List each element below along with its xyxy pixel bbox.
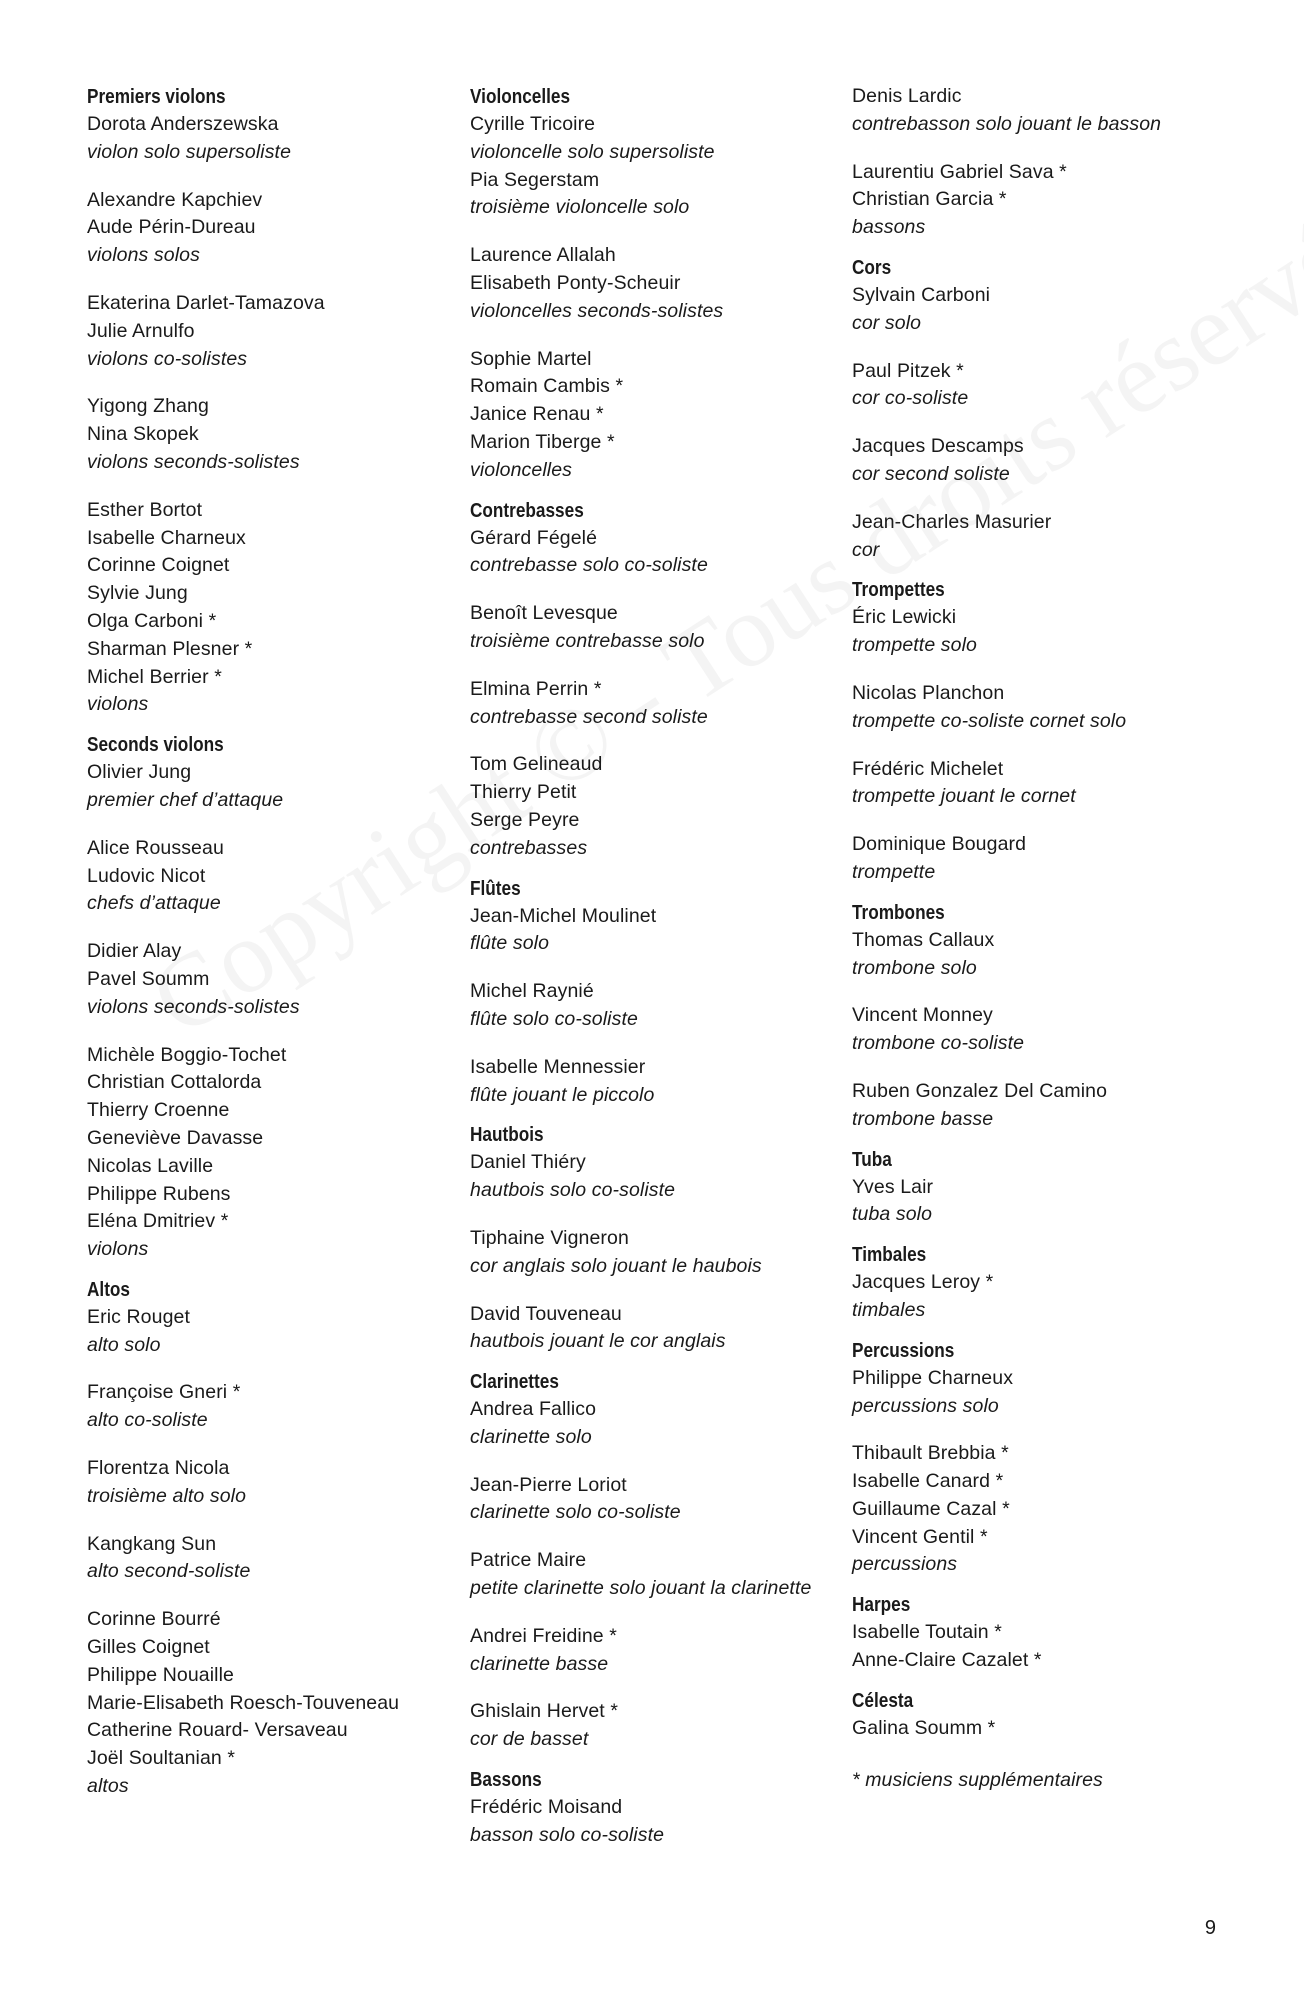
musician-group: [852, 282, 1272, 338]
musician-group: [852, 1002, 1272, 1058]
musician-name: Nicolas Planchon: [852, 681, 1005, 704]
musician-group: [87, 938, 462, 1021]
section-title: Trombones: [852, 901, 945, 924]
musician-name: Laurentiu Gabriel Sava *: [852, 160, 1067, 183]
musician-group: [852, 1365, 1272, 1421]
musician-name: Olivier Jung: [87, 761, 192, 784]
musician-name: Eric Rouget: [87, 1305, 190, 1328]
musician-role: violons solos: [87, 244, 200, 267]
musician-role: trombone co-soliste: [852, 1032, 1025, 1055]
section: [87, 731, 462, 1264]
musician-name: Gilles Coignet: [87, 1636, 210, 1659]
musician-role: percussions solo: [852, 1394, 999, 1417]
musician-name: Elmina Perrin *: [470, 677, 602, 700]
musician-group: [87, 1606, 462, 1801]
musician-role: violons seconds-solistes: [87, 450, 300, 473]
musician-name: Didier Alay: [87, 940, 182, 963]
musician-role: chefs d’attaque: [87, 892, 221, 915]
musician-name: Andrei Freidine *: [470, 1624, 617, 1647]
musician-name: Christian Garcia *: [852, 188, 1007, 211]
musician-group: [87, 497, 462, 719]
musician-name: Ruben Gonzalez Del Camino: [852, 1079, 1108, 1102]
musician-name: Galina Soumm *: [852, 1716, 996, 1739]
musician-role: percussions: [852, 1553, 958, 1576]
musician-group: [470, 751, 845, 862]
musician-name: Elisabeth Ponty-Scheuir: [470, 271, 681, 294]
musician-name: Sylvain Carboni: [852, 283, 991, 306]
musician-group: [470, 242, 845, 325]
musician-name: Olga Carboni *: [87, 609, 217, 632]
musician-name: Esther Bortot: [87, 498, 203, 521]
musician-role: cor: [852, 538, 880, 561]
musician-group: [852, 1174, 1272, 1230]
musician-name: Françoise Gneri *: [87, 1381, 241, 1404]
musician-name: Isabelle Canard *: [852, 1470, 1004, 1493]
musician-role: alto second-soliste: [87, 1560, 251, 1583]
section: [852, 1337, 1272, 1580]
musician-role: hautbois solo co-soliste: [470, 1179, 676, 1202]
musician-role: trompette solo: [852, 634, 977, 657]
musician-role: trombone solo: [852, 956, 977, 979]
musician-role: flûte solo co-soliste: [470, 1007, 638, 1030]
musician-group: [87, 835, 462, 918]
musician-name: Jean-Michel Moulinet: [470, 904, 657, 927]
musician-role: violons: [87, 693, 149, 716]
section-title: Premiers violons: [87, 86, 226, 108]
musician-role: alto solo: [87, 1333, 161, 1356]
musician-group: [470, 600, 845, 656]
musician-role: violoncelle solo supersoliste: [470, 140, 715, 163]
musician-name: David Touveneau: [470, 1302, 622, 1325]
musician-name: Isabelle Mennessier: [470, 1055, 646, 1078]
musician-role: contrebasse second soliste: [470, 705, 708, 728]
musician-role: trompette: [852, 860, 936, 883]
musician-group: [470, 346, 845, 485]
musician-role: cor co-soliste: [852, 387, 969, 410]
musician-role: contrebasson solo jouant le basson: [852, 112, 1162, 135]
musician-group: [852, 680, 1272, 736]
musician-group: [852, 509, 1272, 565]
musician-group: [470, 1396, 845, 1452]
section-title: Flûtes: [470, 877, 521, 900]
musician-group: [852, 756, 1272, 812]
musician-group: [470, 1547, 845, 1603]
musician-role: cor solo: [852, 311, 922, 334]
section: [852, 576, 1272, 886]
section: [470, 875, 845, 1110]
musician-name: Philippe Charneux: [852, 1366, 1014, 1389]
musician-role: violoncelles: [470, 458, 573, 481]
musician-name: Denis Lardic: [852, 85, 962, 107]
musician-name: Sharman Plesner *: [87, 637, 253, 660]
musician-group: [470, 1794, 845, 1850]
musician-role: flûte solo: [470, 932, 550, 955]
section: [470, 83, 845, 485]
musician-group: [470, 525, 845, 581]
musician-name: Thierry Petit: [470, 781, 577, 804]
musician-group: [470, 111, 845, 167]
section: [852, 899, 1272, 1134]
section: [852, 1146, 1272, 1230]
footnote: * musiciens supplémentaires: [852, 1768, 1103, 1791]
section-title: Seconds violons: [87, 734, 224, 757]
musician-name: Jacques Descamps: [852, 435, 1024, 458]
musician-group: [87, 393, 462, 476]
musician-role: flûte jouant le piccolo: [470, 1083, 655, 1106]
musician-group: [852, 831, 1272, 887]
section-title: Clarinettes: [470, 1371, 559, 1394]
musician-name: Romain Cambis *: [470, 375, 624, 398]
musician-name: Thibault Brebbia *: [852, 1442, 1009, 1465]
musician-name: Marie-Elisabeth Roesch-Touveneau: [87, 1691, 400, 1714]
musician-name: Marion Tiberge *: [470, 430, 615, 453]
section: [470, 1766, 845, 1850]
musician-name: Nicolas Laville: [87, 1154, 214, 1177]
musician-name: Patrice Maire: [470, 1549, 587, 1572]
section-title: Cors: [852, 256, 892, 279]
musician-name: Julie Arnulfo: [87, 319, 195, 342]
musician-name: Philippe Nouaille: [87, 1663, 234, 1686]
musician-group: [87, 290, 462, 373]
musician-name: Guillaume Cazal *: [852, 1497, 1010, 1520]
musician-role: troisième contrebasse solo: [470, 629, 705, 652]
musician-role: clarinette solo co-soliste: [470, 1501, 681, 1524]
musician-name: Thomas Callaux: [852, 928, 995, 951]
musician-name: Tiphaine Vigneron: [470, 1226, 629, 1249]
musician-group: [852, 1078, 1272, 1134]
musician-group: [470, 903, 845, 959]
musician-group: [470, 676, 845, 732]
musician-name: Aude Périn-Dureau: [87, 216, 256, 239]
musician-name: Michel Raynié: [470, 980, 594, 1003]
roster-column-2: [470, 83, 845, 1850]
musician-group: [470, 1472, 845, 1528]
musician-role: altos: [87, 1775, 129, 1798]
section: [852, 83, 1272, 242]
section-title: Timbales: [852, 1244, 927, 1267]
musician-name: Frédéric Moisand: [470, 1796, 623, 1819]
musician-name: Eléna Dmitriev *: [87, 1210, 229, 1233]
musician-group: [852, 927, 1272, 983]
section-title: Violoncelles: [470, 86, 571, 108]
musician-name: Ekaterina Darlet-Tamazova: [87, 291, 325, 314]
musician-role: tuba solo: [852, 1203, 933, 1226]
musician-group: [87, 111, 462, 167]
musician-name: Dominique Bougard: [852, 833, 1027, 856]
musician-group: [470, 1225, 845, 1281]
musician-role: trompette jouant le cornet: [852, 785, 1076, 808]
musician-role: cor de basset: [470, 1728, 589, 1751]
musician-name: Yigong Zhang: [87, 395, 209, 418]
musician-group: [87, 1531, 462, 1587]
musician-group: [87, 1042, 462, 1264]
musician-role: premier chef d’attaque: [87, 788, 284, 811]
musician-role: bassons: [852, 216, 926, 239]
musician-name: Michel Berrier *: [87, 665, 222, 688]
musician-name: Catherine Rouard- Versaveau: [87, 1719, 348, 1742]
musician-name: Isabelle Toutain *: [852, 1621, 1002, 1644]
musician-role: clarinette solo: [470, 1425, 592, 1448]
musician-role: trompette co-soliste cornet solo: [852, 709, 1127, 732]
musician-group: [852, 604, 1272, 660]
musician-group: [470, 1149, 845, 1205]
section-title: Percussions: [852, 1339, 955, 1362]
musician-role: hautbois jouant le cor anglais: [470, 1330, 726, 1353]
section: [87, 1276, 462, 1801]
musician-group: [852, 159, 1272, 242]
section: [470, 497, 845, 863]
musician-name: Kangkang Sun: [87, 1532, 217, 1555]
section-title: Célesta: [852, 1689, 914, 1712]
musician-group: [852, 1269, 1272, 1325]
section: [470, 1121, 845, 1356]
musician-name: Janice Renau *: [470, 403, 604, 426]
musician-name: Jean-Charles Masurier: [852, 510, 1052, 533]
section: [87, 83, 462, 719]
musician-role: violon solo supersoliste: [87, 140, 292, 163]
musician-name: Christian Cottalorda: [87, 1071, 262, 1094]
musician-name: Andrea Fallico: [470, 1398, 597, 1421]
musician-name: Gérard Fégelé: [470, 526, 598, 549]
musician-name: Anne-Claire Cazalet *: [852, 1649, 1042, 1672]
musician-role: violoncelles seconds-solistes: [470, 299, 724, 322]
musician-group: [87, 759, 462, 815]
musician-name: Sophie Martel: [470, 347, 592, 370]
musician-group: [470, 1698, 845, 1754]
musician-role: cor second soliste: [852, 462, 1010, 485]
musician-role: troisième alto solo: [87, 1484, 247, 1507]
musician-name: Ghislain Hervet *: [470, 1700, 619, 1723]
section: [852, 1241, 1272, 1325]
musician-group: [852, 83, 1272, 139]
musician-name: Corinne Coignet: [87, 554, 230, 577]
musician-group: [852, 433, 1272, 489]
roster-column-3: [852, 83, 1272, 1794]
section: [852, 254, 1272, 564]
section-title: Harpes: [852, 1594, 911, 1617]
musician-name: Pavel Soumm: [87, 967, 210, 990]
musician-name: Michèle Boggio-Tochet: [87, 1043, 287, 1066]
musician-group: [470, 1301, 845, 1357]
musician-name: Daniel Thiéry: [470, 1151, 586, 1174]
musician-group: [852, 1715, 1272, 1743]
musician-name: Tom Gelineaud: [470, 753, 603, 776]
musician-name: Pia Segerstam: [470, 168, 600, 191]
page-number: 9: [1204, 1917, 1216, 1939]
musician-role: contrebasse solo co-soliste: [470, 554, 708, 577]
musician-name: Benoît Levesque: [470, 602, 618, 625]
musician-role: alto co-soliste: [87, 1409, 208, 1432]
musician-role: petite clarinette solo jouant la clarinette: [470, 1577, 812, 1600]
musician-name: Thierry Croenne: [87, 1099, 230, 1122]
musician-name: Joël Soultanian *: [87, 1747, 236, 1770]
musician-name: Serge Peyre: [470, 808, 580, 831]
musician-name: Laurence Allalah: [470, 244, 616, 267]
section: [470, 1368, 845, 1754]
section-title: Trompettes: [852, 579, 945, 602]
musician-role: violons: [87, 1238, 149, 1261]
musician-role: basson solo co-soliste: [470, 1823, 665, 1846]
section-title: Hautbois: [470, 1124, 544, 1147]
section-title: Contrebasses: [470, 499, 584, 522]
musician-group: [87, 187, 462, 270]
musician-group: [852, 1619, 1272, 1675]
musician-role: cor anglais solo jouant le haubois: [470, 1254, 762, 1277]
musician-role: violons seconds-solistes: [87, 995, 300, 1018]
musician-name: Nina Skopek: [87, 423, 199, 446]
musician-name: Alexandre Kapchiev: [87, 188, 263, 211]
musician-name: Corinne Bourré: [87, 1608, 221, 1631]
section: [852, 1591, 1272, 1675]
section-title: Altos: [87, 1278, 130, 1301]
musician-group: [470, 978, 845, 1034]
musician-name: Florentza Nicola: [87, 1457, 230, 1480]
musician-name: Vincent Monney: [852, 1004, 993, 1027]
section: [852, 1687, 1272, 1743]
section-title: Bassons: [470, 1769, 542, 1792]
musician-name: Ludovic Nicot: [87, 864, 206, 887]
musician-name: Paul Pitzek *: [852, 359, 964, 382]
musician-group: [87, 1379, 462, 1435]
musician-group: [852, 1440, 1272, 1579]
section-title: Tuba: [852, 1148, 892, 1171]
musician-role: timbales: [852, 1298, 926, 1321]
musician-name: Frédéric Michelet: [852, 757, 1004, 780]
musician-name: Vincent Gentil *: [852, 1525, 988, 1548]
musician-group: [470, 167, 845, 223]
musician-name: Éric Lewicki: [852, 606, 957, 629]
musician-name: Cyrille Tricoire: [470, 113, 596, 135]
musician-name: Jean-Pierre Loriot: [470, 1473, 627, 1496]
musician-role: troisième violoncelle solo: [470, 196, 690, 219]
musician-name: Sylvie Jung: [87, 582, 188, 605]
musician-name: Dorota Anderszewska: [87, 113, 279, 135]
roster-column-1: [87, 83, 462, 1801]
musician-role: trombone basse: [852, 1107, 994, 1130]
musician-role: violons co-solistes: [87, 347, 248, 370]
musician-role: contrebasses: [470, 836, 588, 859]
musician-name: Isabelle Charneux: [87, 526, 246, 549]
musician-role: clarinette basse: [470, 1652, 609, 1675]
musician-name: Geneviève Davasse: [87, 1126, 264, 1149]
musician-name: Jacques Leroy *: [852, 1271, 994, 1294]
musician-group: [87, 1304, 462, 1360]
musician-group: [470, 1054, 845, 1110]
musician-group: [87, 1455, 462, 1511]
musician-name: Yves Lair: [852, 1175, 934, 1198]
musician-group: [470, 1623, 845, 1679]
musician-group: [852, 358, 1272, 414]
musician-name: Philippe Rubens: [87, 1182, 231, 1205]
musician-name: Alice Rousseau: [87, 836, 224, 859]
